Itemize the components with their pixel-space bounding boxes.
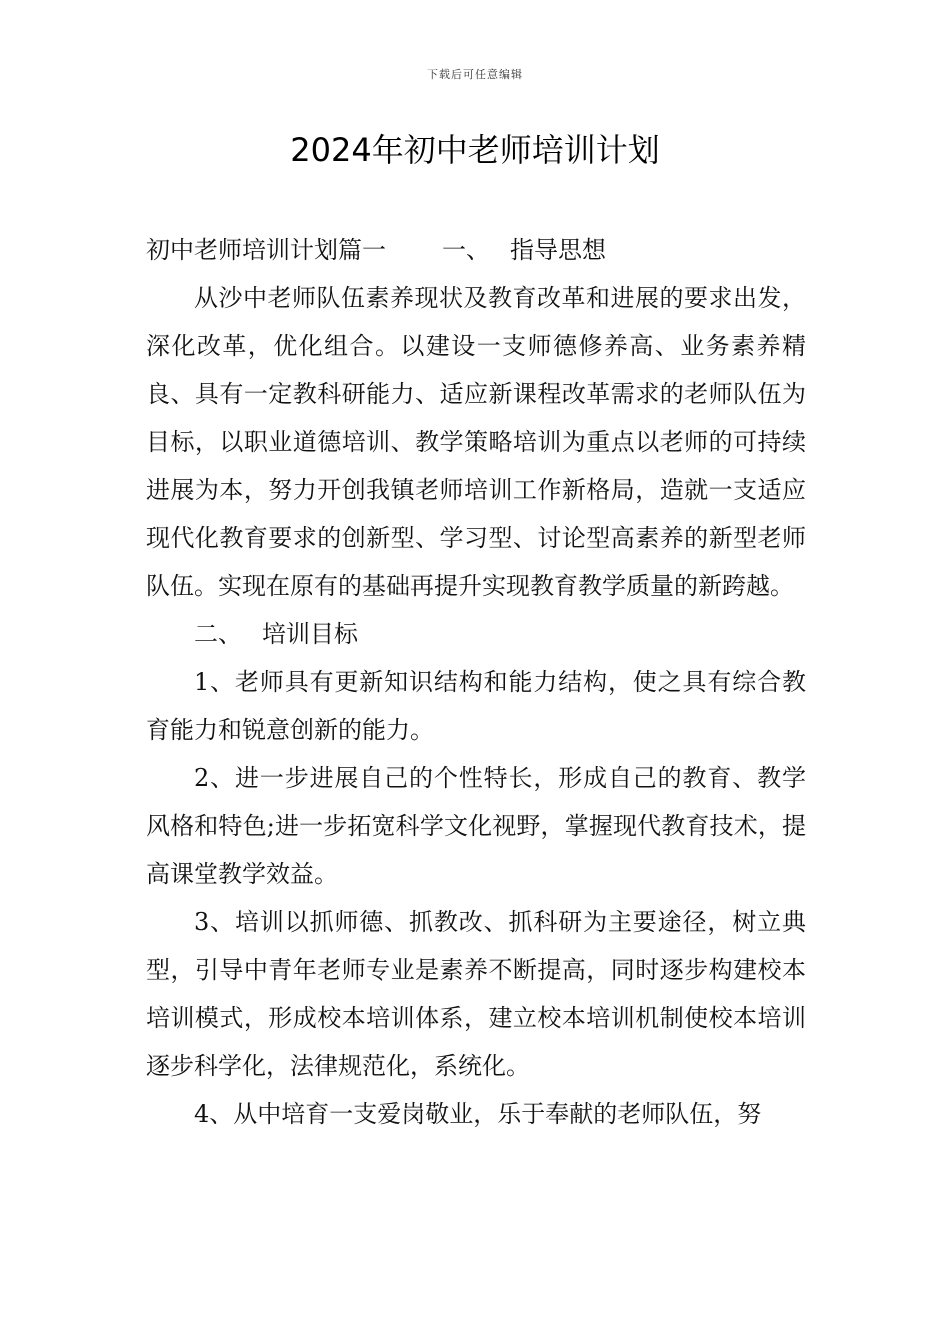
goal-paragraph-3: 3、培训以抓师德、抓教改、抓科研为主要途径，树立典型，引导中青年老师专业是素养不断提高，同时逐步构建校本培训模式，形成校本培训体系，建立校本培训机制使校本培训逐步科学化，法律规范化，系统化。	[146, 908, 806, 1080]
section-2-number: 二、	[194, 620, 242, 648]
section-1-heading: 指导思想	[510, 236, 606, 264]
section-2-heading: 培训目标	[262, 620, 358, 648]
goal-paragraph-1: 1、老师具有更新知识结构和能力结构，使之具有综合教育能力和锐意创新的能力。	[146, 668, 806, 744]
document-body	[146, 226, 806, 1138]
page-header-note: 下载后可任意编辑	[427, 68, 523, 81]
guiding-paragraph: 从沙中老师队伍素养现状及教育改革和进展的要求出发，深化改革，优化组合。以建设一支师德修养高、业务素养精良、具有一定教科研能力、适应新课程改革需求的老师队伍为目标，以职业道德培训、教学策略培训为重点以老师的可持续进展为本，努力开创我镇老师培训工作新格局，造就一支适应现代化教育要求的创新型、学习型、讨论型高素养的新型老师队伍。实现在原有的基础再提升实现教育教学质量的新跨越。	[146, 284, 806, 600]
section-1-number: 一、	[442, 236, 490, 264]
goal-paragraph-2: 2、进一步进展自己的个性特长，形成自己的教育、教学风格和特色;进一步拓宽科学文化视野，掌握现代教育技术，提高课堂教学效益。	[146, 764, 806, 888]
section-2-line	[146, 610, 806, 658]
article-label: 初中老师培训计划篇一	[146, 236, 386, 264]
document-title: 2024年初中老师培训计划	[290, 131, 660, 169]
intro-line	[146, 226, 806, 274]
goal-paragraph-4: 4、从中培育一支爱岗敬业，乐于奉献的老师队伍，努	[194, 1100, 762, 1128]
